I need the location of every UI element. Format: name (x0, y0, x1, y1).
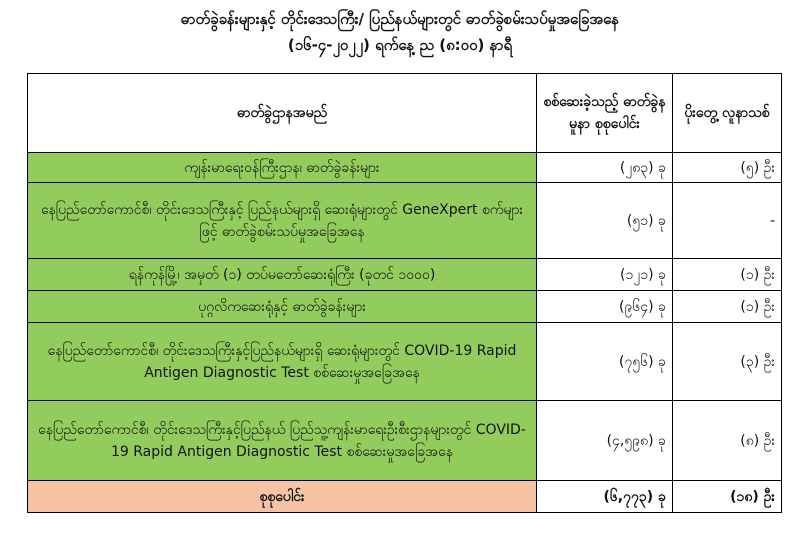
tested-cell: (၇၅၆) ခု (537, 323, 673, 401)
tested-cell: (၁၂၁) ခု (537, 259, 673, 291)
total-positive-cell: (၁၈) ဦး (672, 481, 781, 513)
positive-cell: (၈) ဦး (672, 401, 781, 481)
lab-name-cell: ပုဂ္ဂလိကဆေးရုံနှင့် ဓာတ်ခွဲခန်းများ (28, 291, 537, 323)
total-tested-cell: (၆,၇၇၃) ခု (537, 481, 673, 513)
table-row (28, 323, 782, 401)
tested-cell: (၂၈၃) ခု (537, 153, 673, 183)
table-row (28, 401, 782, 481)
lab-testing-table (27, 73, 782, 513)
total-row (28, 481, 782, 513)
positive-cell: - (672, 183, 781, 259)
tested-cell: (၉၆၄) ခု (537, 291, 673, 323)
tested-cell: (၄,၅၉၈) ခု (537, 401, 673, 481)
title-line-1: ဓာတ်ခွဲခန်းများနှင့် တိုင်းဒေသကြီး/ ပြည်နယ်များတွင် ဓာတ်ခွဲစမ်းသပ်မှုအခြေအနေ (180, 10, 620, 28)
header-samples-tested: စစ်ဆေးခဲ့သည့် ဓာတ်ခွဲနမူနာ စုစုပေါင်း (537, 74, 673, 153)
table-row (28, 153, 782, 183)
report-title (0, 0, 800, 58)
positive-cell: (၅) ဦး (672, 153, 781, 183)
total-label-cell: စုစုပေါင်း (28, 481, 537, 513)
header-lab-name: ဓာတ်ခွဲဌာနအမည် (28, 74, 537, 153)
header-new-positive: ပိုးတွေ့ လူနာသစ် (672, 74, 781, 153)
table-row (28, 259, 782, 291)
positive-cell: (၁) ဦး (672, 259, 781, 291)
header-row (28, 74, 782, 153)
lab-name-cell: နေပြည်တော်ကောင်စီ၊ တိုင်းဒေသကြီးနှင့် ပြည်နယ်များရှိ ဆေးရုံများတွင် GeneXpert စက်များဖြင့် ဓာတ်ခွဲစမ်းသပ်မှုအခြေအနေ (28, 183, 537, 259)
title-line-2: (၁၆-၄-၂၀၂၂) ရက်နေ့ ည (၈:၀၀) နာရီ (287, 36, 513, 54)
lab-name-cell: နေပြည်တော်ကောင်စီ၊ တိုင်းဒေသကြီးနှင့်ပြည်နယ်များရှိ ဆေးရုံများတွင် COVID-19 Rapid Antigen Diagnostic Test စစ်ဆေးမှုအခြေအနေ (28, 323, 537, 401)
tested-cell: (၅၁) ခု (537, 183, 673, 259)
lab-name-cell: ကျန်းမာရေးဝန်ကြီးဌာန၊ ဓာတ်ခွဲခန်းများ (28, 153, 537, 183)
lab-name-cell: နေပြည်တော်ကောင်စီ၊ တိုင်းဒေသကြီးနှင့်ပြည်နယ် ပြည်သူ့ကျန်းမာရေးဦးစီးဌာနများတွင် COVID-19 Rapid Antigen Diagnostic Test စစ်ဆေးမှုအခြေအနေ (28, 401, 537, 481)
table-row (28, 291, 782, 323)
positive-cell: (၁) ဦး (672, 291, 781, 323)
table-row (28, 183, 782, 259)
positive-cell: (၃) ဦး (672, 323, 781, 401)
lab-name-cell: ရန်ကုန်မြို့၊ အမှတ် (၁) တပ်မတော်ဆေးရုံကြီး (ခုတင် ၁၀၀၀) (28, 259, 537, 291)
